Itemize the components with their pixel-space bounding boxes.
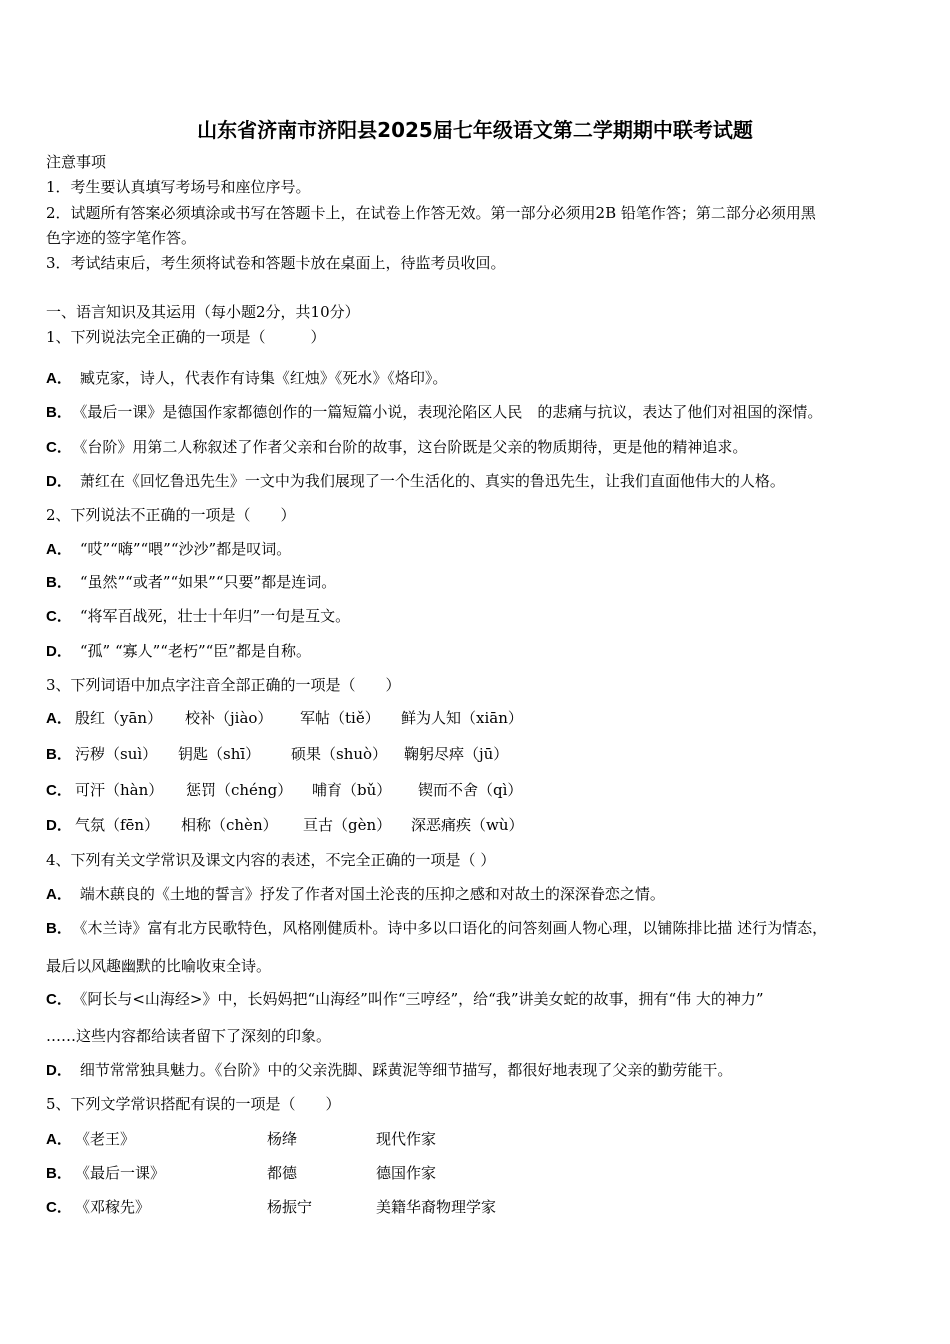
option-letter: D． (46, 817, 72, 834)
option-letter: A． (46, 886, 72, 903)
word-item: 校补（jiào） (185, 709, 273, 727)
option-text: 端木蕻良的《土地的誓言》抒发了作者对国土沦丧的压抑之感和对故土的深深眷恋之情。 (79, 885, 665, 903)
question-stem: 4、下列有关文学常识及课文内容的表述，不完全正确的一项是（ ） (46, 851, 496, 869)
question-stem: 2、下列说法不正确的一项是（ ） (46, 506, 296, 524)
option-text: 《阿长与<山海经>》中，长妈妈把“山海经”叫作“三哼经”，给“我”讲美女蛇的故事，拥有“伟 大的神力” (79, 990, 764, 1008)
question-stem: 1、下列说法完全正确的一项是（ ） (46, 328, 326, 346)
option-letter: B． (46, 1165, 72, 1182)
word-item: 哺育（bǔ） (312, 781, 392, 799)
question-stem: 3、下列词语中加点字注音全部正确的一项是（ ） (46, 676, 401, 694)
word-item: 相称（chèn） (181, 816, 278, 834)
work-title: 《最后一课》 (75, 1164, 166, 1182)
option-text: 臧克家，诗人，代表作有诗集《红烛》《死水》《烙印》。 (79, 369, 448, 387)
option-letter: C． (46, 991, 72, 1008)
author: 杨绛 (267, 1130, 298, 1148)
option-letter: B． (46, 574, 72, 591)
option-letter: C． (46, 1199, 72, 1216)
option-c-continued: ……这些内容都给读者留下了深刻的印象。 (46, 1027, 332, 1045)
notice-item: 2．试题所有答案必须填涂或书写在答题卡上，在试卷上作答无效。第一部分必须用2B 铅笔作答；第二部分必须用黑 (46, 204, 816, 222)
option-c (46, 437, 747, 458)
option-letter: B． (46, 920, 72, 937)
option-letter: C． (46, 782, 72, 799)
option-text: 《木兰诗》富有北方民歌特色，风格刚健质朴。诗中多以口语化的问答刻画人物心理，以铺陈排比描 述行为情态， (79, 919, 828, 937)
word-item: 可汗（hàn） (75, 781, 164, 799)
word-item: 鲜为人知（xiān） (401, 709, 523, 727)
section-heading: 一、语言知识及其运用（每小题2分，共10分） (46, 303, 360, 321)
option-b (46, 918, 827, 939)
option-text: “虽然”“或者”“如果”“只要”都是连词。 (79, 573, 337, 591)
option-letter: A． (46, 710, 72, 727)
option-text: “哎”“嗨”“喂”“沙沙”都是叹词。 (79, 540, 292, 558)
option-letter: D． (46, 643, 72, 660)
option-c (46, 606, 350, 627)
notice-item: 1．考生要认真填写考场号和座位序号。 (46, 178, 311, 196)
author-description: 现代作家 (376, 1130, 437, 1148)
word-item: 深恶痛疾（wù） (411, 816, 524, 834)
word-item: 钥匙（shī） (178, 745, 261, 763)
option-d (46, 1060, 732, 1081)
word-item: 殷红（yān） (75, 709, 163, 727)
option-letter: A． (46, 1131, 72, 1148)
option-text: “孤” “寡人”“老朽”“臣”都是自称。 (79, 642, 311, 660)
option-text: 《最后一课》是德国作家都德创作的一篇短篇小说，表现沦陷区人民 的悲痛与抗议，表达了他们对祖国的深情。 (79, 403, 823, 421)
word-item: 鞠躬尽瘁（jū） (404, 745, 509, 763)
word-item: 锲而不舍（qì） (418, 781, 523, 799)
option-a (46, 884, 665, 905)
option-a (46, 539, 291, 560)
work-title: 《老王》 (75, 1130, 136, 1148)
work-title: 《邓稼先》 (75, 1198, 151, 1216)
word-item: 亘古（gèn） (303, 816, 392, 834)
word-item: 惩罚（chéng） (186, 781, 293, 799)
word-item: 污秽（suì） (75, 745, 158, 763)
option-b (46, 572, 336, 593)
option-c (46, 989, 764, 1010)
notice-heading: 注意事项 (46, 153, 107, 171)
option-b-continued: 最后以风趣幽默的比喻收束全诗。 (46, 957, 272, 975)
option-letter: B． (46, 404, 72, 421)
option-letter: D． (46, 473, 72, 490)
option-d (46, 471, 785, 492)
word-item: 硕果（shuò） (291, 745, 388, 763)
option-letter: C． (46, 439, 72, 456)
author: 都德 (267, 1164, 298, 1182)
word-item: 军帖（tiě） (300, 709, 380, 727)
option-text: 细节常常独具魅力。《台阶》中的父亲洗脚、踩黄泥等细节描写，都很好地表现了父亲的勤劳能干。 (79, 1061, 733, 1079)
option-a (46, 368, 447, 389)
word-item: 气氛（fēn） (75, 816, 160, 834)
question-stem: 5、下列文学常识搭配有误的一项是（ ） (46, 1095, 341, 1113)
option-letter: A． (46, 541, 72, 558)
option-text: 萧红在《回忆鲁迅先生》一文中为我们展现了一个生活化的、真实的鲁迅先生，让我们直面他伟大的人格。 (79, 472, 785, 490)
notice-item: 3．考试结束后，考生须将试卷和答题卡放在桌面上，待监考员收回。 (46, 254, 506, 272)
author: 杨振宁 (267, 1198, 313, 1216)
option-letter: A． (46, 370, 72, 387)
author-description: 德国作家 (376, 1164, 437, 1182)
option-d (46, 641, 311, 662)
author-description: 美籍华裔物理学家 (376, 1198, 497, 1216)
option-letter: C． (46, 608, 72, 625)
notice-item: 色字迹的签字笔作答。 (46, 229, 197, 247)
option-letter: B． (46, 746, 72, 763)
option-b (46, 402, 822, 423)
option-letter: D． (46, 1062, 72, 1079)
page-title: 山东省济南市济阳县2025届七年级语文第二学期期中联考试题 (197, 118, 753, 142)
option-text: 《台阶》用第二人称叙述了作者父亲和台阶的故事，这台阶既是父亲的物质期待，更是他的精神追求。 (79, 438, 748, 456)
option-text: “将军百战死，壮士十年归”一句是互文。 (79, 607, 351, 625)
